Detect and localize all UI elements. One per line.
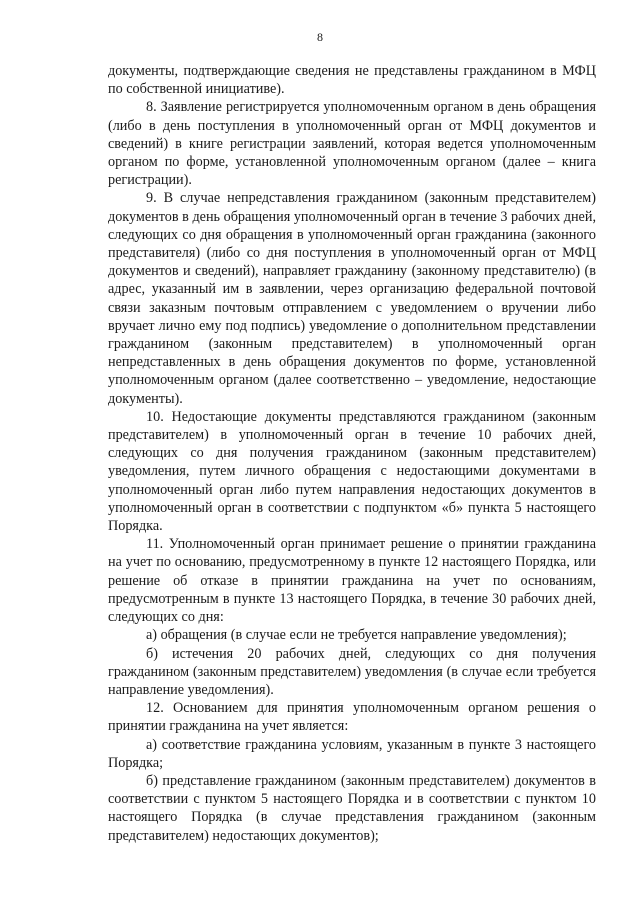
paragraph-11-a: а) обращения (в случае если не требуется направление уведомления); <box>146 627 567 644</box>
paragraph-12: 12. Основанием для принятия уполномоченным органом решения о принятии гражданина на учет является: <box>108 700 596 735</box>
paragraph-continuation: документы, подтверждающие сведения не представлены гражданином в МФЦ по собственной инициативе). <box>108 63 596 98</box>
paragraph-12-a: а) соответствие гражданина условиям, указанным в пункте 3 настоящего Порядка; <box>108 736 596 771</box>
paragraph-10: 10. Недостающие документы представляются гражданином (законным представителем) в уполномоченный орган в течение 10 рабочих дней, следующих со дня получения гражданином (законным представителем) уведомления, путем личного обращения с недостающими документами в уполномоченный орган либо путем направления недостающих документов в уполномоченный орган в соответствии с подпунктом «б» пункта 5 настоящего Порядка. <box>108 408 596 535</box>
paragraph-11: 11. Уполномоченный орган принимает решение о принятии гражданина на учет по основанию, предусмотренному в пункте 12 настоящего Порядка, или решение об отказе в принятии гражданина на учет по основаниям, предусмотренным в пункте 13 настоящего Порядка, в течение 30 рабочих дней, следующих со дня: <box>108 536 596 626</box>
paragraph-9: 9. В случае непредставления гражданином (законным представителем) документов в день обращения уполномоченный орган в течение 3 рабочих дней, следующих со дня обращения в уполномоченный орган гражданина (законного представителя) (либо со дня поступления в уполномоченный орган от МФЦ документов и сведений), направляет гражданину (законному представителю) (в адрес, указанный им в заявлении, через организацию федеральной почтовой связи заказным почтовым отправлением с уведомлением о вручении либо вручает лично ему под подпись) уведомление о дополнительном представлении гражданином (законным представителем) в уполномоченный орган непредставленных в день обращения документов по форме, установленной уполномоченным органом (далее соответственно – уведомление, недостающие документы). <box>108 190 596 407</box>
paragraph-11-b: б) истечения 20 рабочих дней, следующих со дня получения гражданином (законным представителем) уведомления (в случае если требуется направление уведомления). <box>108 645 596 698</box>
page-number: 8 <box>317 30 323 44</box>
paragraph-8: 8. Заявление регистрируется уполномоченным органом в день обращения (либо в день поступления в уполномоченный орган от МФЦ документов и сведений) в книге регистрации заявлений, которая ведется уполномоченным органом по форме, установленной уполномоченным органом (далее – книга регистрации). <box>108 99 596 189</box>
paragraph-12-b: б) представление гражданином (законным представителем) документов в соответствии с пунктом 5 настоящего Порядка и в соответствии с пунктом 10 настоящего Порядка (в случае представления гражданином (законным представителем) недостающих документов); <box>108 772 596 844</box>
document-body <box>108 62 596 845</box>
